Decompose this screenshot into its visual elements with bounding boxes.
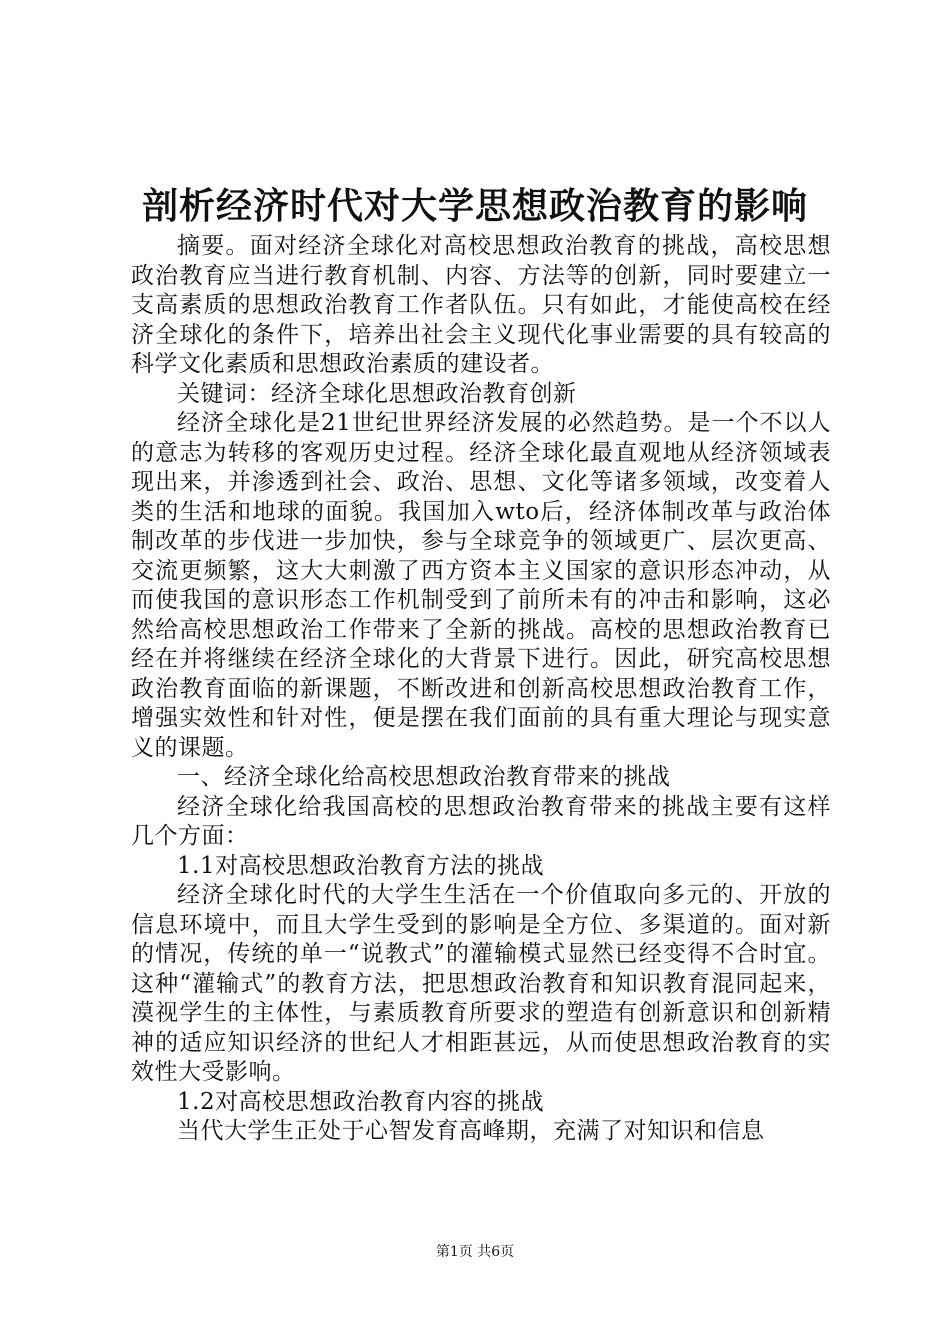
document-body bbox=[131, 232, 831, 1147]
subsection-heading-1-2: 1.2对高校思想政治教育内容的挑战 bbox=[177, 1088, 545, 1115]
subsection-1-1-paragraph: 经济全球化时代的大学生生活在一个价值取向多元的、开放的信息环境中，而且大学生受到的影响是全方位、多渠道的。面对新的情况，传统的单一“说教式”的灌输模式显然已经变得不合时宜。这种“灌输式”的教育方法，把思想政治教育和知识教育混同起来，漠视学生的主体性，与素质教育所要求的塑造有创新意识和创新精神的适应知识经济的世纪人才相距甚远，从而使思想政治教育的实效性大受影响。 bbox=[131, 882, 831, 1085]
subsection-heading-1-1: 1.1对高校思想政治教育方法的挑战 bbox=[177, 852, 545, 879]
document-title: 剖析经济时代对大学思想政治教育的影响 bbox=[141, 186, 808, 227]
intro-paragraph: 经济全球化是21世纪世界经济发展的必然趋势。是一个不以人的意志为转移的客观历史过程。经济全球化最直观地从经济领域表现出来，并渗透到社会、政治、思想、文化等诸多领域，改变着人类的生活和地球的面貌。我国加入wto后，经济体制改革与政治体制改革的步伐进一步加快，参与全球竞争的领域更广、层次更高、交流更频繁，这大大刺激了西方资本主义国家的意识形态冲动，从而使我国的意识形态工作机制受到了前所未有的冲击和影响，这必然给高校思想政治工作带来了全新的挑战。高校的思想政治教育已经在并将继续在经济全球化的大背景下进行。因此，研究高校思想政治教育面临的新课题，不断改进和创新高校思想政治教育工作，增强实效性和针对性，便是摆在我们面前的具有重大理论与现实意义的课题。 bbox=[131, 410, 831, 761]
page-footer: 第1页 共6页 bbox=[435, 1244, 515, 1260]
section-1-intro-paragraph: 经济全球化给我国高校的思想政治教育带来的挑战主要有这样几个方面： bbox=[131, 793, 831, 849]
subsection-1-2-paragraph: 当代大学生正处于心智发育高峰期，充满了对知识和信息 bbox=[177, 1118, 765, 1144]
section-heading-1: 一、经济全球化给高校思想政治教育带来的挑战 bbox=[177, 764, 671, 790]
abstract-paragraph: 摘要。面对经济全球化对高校思想政治教育的挑战，高校思想政治教育应当进行教育机制、内容、方法等的创新，同时要建立一支高素质的思想政治教育工作者队伍。只有如此，才能使高校在经济全球化的条件下，培养出社会主义现代化事业需要的具有较高的科学文化素质和思想政治素质的建设者。 bbox=[131, 233, 831, 377]
keywords-paragraph: 关键词：经济全球化思想政治教育创新 bbox=[177, 380, 577, 407]
